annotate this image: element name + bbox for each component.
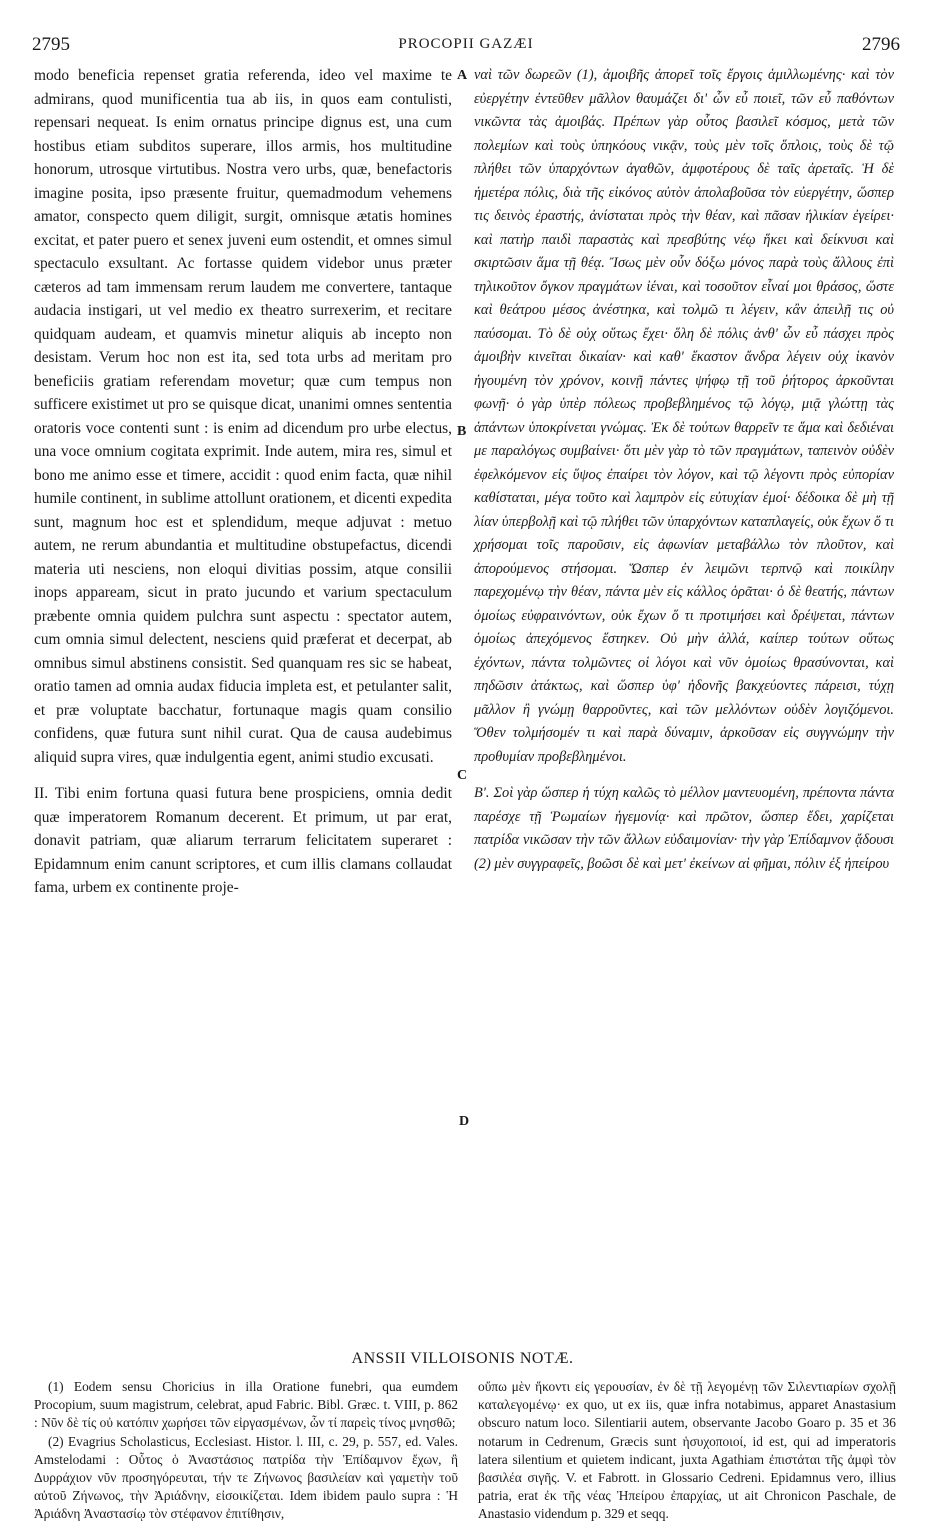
page-number-right: 2796 <box>862 34 900 55</box>
greek-paragraph-1: ναὶ τῶν δωρεῶν (1), ἀμοιβῆς ἀπορεῖ τοῖς ἔργοις ἁμιλλωμένης· καὶ τὸν εὐεργέτην ἐντεῦθεν μᾶλλον θαυμάζει δι' ὧν εὖ ποιεῖ, τῶν εὖ παθόντων νικῶντα τὰς ἀμοιβάς. Πρέπων γὰρ οὗτος βασιλεῖ κόσμος, μετὰ τῶν πολεμίων καὶ τοὺς ὑπηκόους νικᾷν, τοὺς μὲν τοῖς ὅπλοις, τοὺς δὲ τῷ πλήθει τῶν ὑπαρχόντων ἀγαθῶν, ἀμφοτέρους δὲ ταῖς ἀρεταῖς. Ἡ δὲ ἡμετέρα πόλις, διὰ τῆς εἰκόνος αὐτὸν ἀπολαβοῦσα τὸν εὐεργέτην, ὥσπερ τις δεινὸς ἐραστής, ἀνίσταται πρὸς τὴν θέαν, καὶ πᾶσαν ἡλικίαν ἐγείρει· καὶ πατὴρ παιδὶ παραστὰς καὶ πρεσβύτης νέῳ ἥκει καὶ δείκνυσι καὶ σκιρτῶσιν ἅμα τῇ θέᾳ. Ἴσως μὲν οὖν δόξω μόνος παρὰ τοὺς ἄλλους ἐπὶ τηλικοῦτον ὄγκον πραγμάτων ἰέναι, καὶ τοσοῦτον εἶναί μοι θράσος, ὥστε καὶ θεάτρου μέσος ἀνέστηκα, καὶ τολμῶ τι λέγειν, κἂν ἀπειλῇ τις οὐ παύσομαι. Τὸ δὲ οὐχ οὕτως ἔχει· ὅλη δὲ πόλις ἀνθ' ὧν εὖ πάσχει πρὸς ἀμοιβὴν κινεῖται δικαίαν· καὶ καθ' ἕκαστον ἄνδρα λέγειν οὐχ ἱκανὸν ἡγουμένη τὸν χρόνον, κοινῇ πάντες ψήφῳ τῇ τοῦ ῥήτορος ἀρκοῦνται φωνῇ· ὁ γὰρ ὑπὲρ πόλεως προβεβλημένος τῷ λόγῳ, μιᾷ γλώττῃ τὰς ἁπάντων ὑποκρίνεται γνώμας. Ἐκ δὲ τούτων θαρρεῖν τε ἅμα καὶ δεδιέναι με παραλόγως συμβαίνει· ὅτι μὲν γὰρ τὸ τῶν πραγμάτων, ταπεινὸν οὐδὲν ἐφελκόμενον εἰς ὕψος ἐπαίρει τὸν λόγον, καὶ τῷ λέγοντι πρὸς εὐπορίαν καθίσταται, μέγα τοῦτο καὶ λαμπρὸν εἰς εὐτυχίαν ἐμοί· δέδοικα δὲ μὴ τῇ λίαν ὑπερβολῇ καὶ τῷ πλήθει τῶν ὑπαρχόντων καταπλαγείς, οὐκ ἔχων ὅ τι χρήσομαι τοῖς παροῦσιν, εἰς ἀφωνίαν μεταβάλλω τὸν πλοῦτον, καὶ ἀπορούμενος στήσομαι. Ὥσπερ ἐν λειμῶνι τερπνῷ καὶ ποικίλην παρεχομένῳ τὴν θέαν, πάντα μὲν εἰς κάλλος ὁρᾶται· ὁ δὲ θεατής, πάντων ὁμοίως εὐφραινόντων, οὐκ ἔχων ὅ τι προτιμήσει καὶ δρέψεται, πάντων ὁμοίως ἀπεχόμενος ἕστηκεν. Οὐ μὴν ἀλλά, καίπερ τούτων οὕτως ἐχόντων, πάντα τολμῶντες οἱ λόγοι καὶ νῦν ὁμοίως θρασύνονται, καὶ πηδῶσιν ἀτάκτως, καὶ ὥσπερ ὑφ' ἡδονῆς βακχεύοντες πάρεισι, τύχῃ μᾶλλον ἢ γνώμῃ θαρροῦντες, καὶ τῶν μελλόντων οὐδὲν λογιζόμενοι. Ὅθεν τολμήσομέν τι καὶ παρὰ δύναμιν, ἀρκοῦσαν εἰς συγγνώμην τὴν προθυμίαν προβεβλημένοι. <box>474 67 894 765</box>
section-marker-d: D <box>459 1114 470 1129</box>
latin-column <box>34 64 452 900</box>
notes-heading: ANSSII VILLOISONIS NOTÆ. <box>351 1350 574 1367</box>
section-marker-b: B <box>457 424 467 439</box>
page-number-left: 2795 <box>32 34 70 55</box>
note-2-continued: οὔπω μὲν ἥκοντι εἰς γερουσίαν, ἐν δὲ τῇ λεγομένῃ τῶν Σιλεντιαρίων σχολῇ καταλεγομένῳ· ex quo, ut ex iis, quæ infra notabimus, apparet Anastasium obscuro natum loco. Silentiarii autem, observante Jacobo Goaro p. 35 et 36 notarum in Cedrenum, Græcis sunt ἡσυχοποιοί, id est, qui ad imperatoris latera silentium et quietem indicant, juxta Agathiam ἐπιστάται τῆς ἀμφὶ τὸν βασιλέα σιγῆς. V. et Fabrott. in Glossario Cedreni. Epidamnus vero, illius patria, erat ἐκ τῆς νέας Ἠπείρου ἐπαρχίας, ut ait Chronicon Paschale, de Anastasio videndum p. 329 et seqq. <box>478 1379 896 1522</box>
notes-right-column <box>478 1378 896 1524</box>
section-marker-a: A <box>457 68 468 83</box>
note-1: (1) Eodem sensu Choricius in illa Oratione funebri, qua eumdem Procopium, suum magistrum, celebrat, apud Fabric. Bibl. Græc. t. VIII, p. 862 : Νῦν δὲ τίς οὐ κατόπιν χωρήσει τῶν εἰργασμένων, ὧν τί παρεὶς τίνος μνησθῶ; <box>34 1379 458 1431</box>
greek-paragraph-2: Β'. Σοὶ γὰρ ὥσπερ ἡ τύχη καλῶς τὸ μέλλον μαντευομένη, πρέποντα πάντα παρέσχε τῇ Ῥωμαίων ἡγεμονίᾳ· καὶ πρῶτον, ὥσπερ ἔδει, χαρίζεται πατρίδα νικῶσαν τὴν τῶν ἄλλων εὐδαιμονίαν· τὴν γὰρ Ἐπίδαμνον ᾄδουσι (2) μὲν συγγραφεῖς, βοῶσι δὲ καὶ μετ' ἐκείνων αἱ φῆμαι, πόλιν ἐξ ἠπείρου <box>474 785 894 872</box>
notes-left-column <box>34 1378 458 1524</box>
note-2: (2) Evagrius Scholasticus, Ecclesiast. Histor. l. III, c. 29, p. 557, ed. Vales. Amstelodami : Οὗτος ὁ Ἀναστάσιος πατρίδα τὴν Ἐπίδαμνον ἔχων, ἢ Δυρράχιον νῦν προσηγόρευται, τήν τε Ζήνωνος βασιλείαν καὶ γαμετὴν τοῦ αὐτοῦ Ζήνωνος, τὴν Ἀριάδνην, εἰσοικίζεται. Idem ibidem paulo supra : Ἡ Ἀριάδνη Ἀναστασίῳ τὸν στέφανον ἐπιτίθησιν, <box>34 1433 458 1522</box>
latin-paragraph-2: II. Tibi enim fortuna quasi futura bene prospiciens, omnia dedit quæ imperatorem Romanum decerent. Et primum, ut par erat, donavit patriam, quæ aliarum terrarum felicitatem superaret : Epidamnum enim canunt scriptores, et cum illis clamans collaudat fama, urbem ex continente proje- <box>34 785 452 896</box>
page-header <box>32 34 900 58</box>
latin-paragraph-1: modo beneficia repenset gratia referenda, ideo vel maxime te admirans, quod munificentia tua ab iis, in quos eam contulisti, repensari nequeat. Is enim ornatus principe dignus est, una cum hostibus etiam subditos superare, illos armis, hos multitudine honorum, utrosque virtutibus. Nostra vero urbs, quæ, benefactoris imagine posita, ipso præsente fruitur, quemadmodum vehemens amator, conspecto quem diligit, surgit, omnisque ætatis homines excitat, et pater puero et senex juveni eum ostendit, et omnes simul spectaculo exsultant. Ac fortasse quidem videbor unus præter cæteros ad tam immensam rerum laudem me convertere, tantaque audacia instigari, ut vel medio ex theatro surrexerim, et recitare quidquam audeam, et quamvis minetur aliquis ab incepto non desistam. Verum hoc non est ita, sed tota urbs ad meritam pro beneficiis gratiam referendam movetur; quæ cum tempus non sufficere existimet ut pro se quisque dicat, unanimi omnes sententia oratoris voce contenti sunt : is enim ad dicendum pro urbe electus, una voce omnium cogitata exprimit. Inde autem, mira res, simul et bono me animo esse et timere, accidit : quod enim facta, quæ nihil humile continent, in sublime attollunt orationem, et dicenti expedita sunt, magnum hoc est et splendidum, meque adjuvat : metuo autem, ne rerum abundantia et multitudine obstupefactus, dicendi materia uti nesciens, non eloqui divitias possim, atque consilii inops appaream, sicut in prato jucundo et varium spectaculum præbente omnia quidem pulchra sunt aspectu : spectator autem, cum omnia simul delectent, nesciens quid præferat et decerpat, ab omnibus simul abstinens consistit. Sed quanquam res sic se habeat, oratio tamen ad omnia audax fiducia impleta est, et petulanter salit, et præ voluptate bacchatur, fortunaque magis quam consilio confidens, quæ futura sunt nihil curat. Qua de causa audebimus aliquid supra vires, quæ indulgentia egent, animi studio excusati. <box>34 67 453 766</box>
running-title: PROCOPII GAZÆI <box>398 36 534 52</box>
section-marker-c: C <box>457 768 468 783</box>
greek-column <box>474 64 894 876</box>
